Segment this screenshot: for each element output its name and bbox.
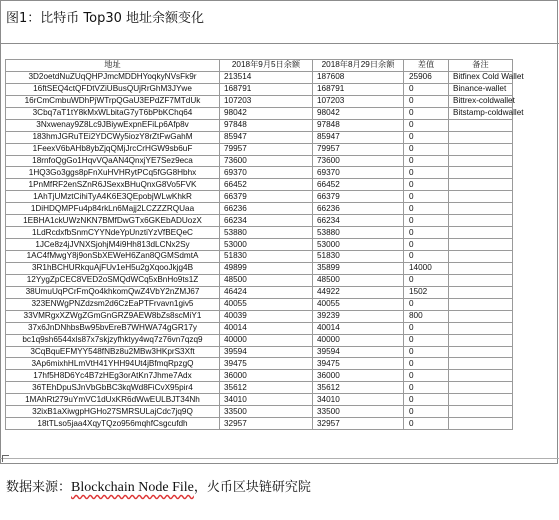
cell-address: 18tTLso5jaa4XqyTQzo956mqhfCsgcufdh [6, 418, 220, 430]
cell-balance-aug29: 35612 [313, 382, 404, 394]
table-row [6, 143, 513, 155]
cell-balance-aug29: 168791 [313, 83, 404, 95]
cell-difference: 0 [404, 322, 449, 334]
cell-address: 16rCmCmbuWDhPjWTrpQGaU3EPdZF7MTdUk [6, 95, 220, 107]
cell-balance-sep5: 46424 [220, 286, 313, 298]
header-address: 地址 [6, 60, 220, 72]
cell-balance-aug29: 98042 [313, 107, 404, 119]
cell-balance-sep5: 213514 [220, 71, 313, 83]
cell-balance-aug29: 79957 [313, 143, 404, 155]
table-row [6, 298, 513, 310]
cell-address: 37x6JnDNhbsBw95bvEreB7WHWA74gGR17y [6, 322, 220, 334]
cell-address: 18rnfoQgGo1HqvVQaAN4QnxjYE7Sez9eca [6, 155, 220, 167]
cell-note [449, 310, 513, 322]
cell-difference: 0 [404, 251, 449, 263]
cell-difference: 0 [404, 155, 449, 167]
cell-balance-sep5: 33500 [220, 406, 313, 418]
cell-balance-aug29: 97848 [313, 119, 404, 131]
cell-balance-aug29: 39594 [313, 346, 404, 358]
table-row [6, 346, 513, 358]
cell-address: 183hmJGRuTEi2YDCWy5iozY8rZtFwGahM [6, 131, 220, 143]
cell-difference: 0 [404, 239, 449, 251]
cell-difference: 0 [404, 358, 449, 370]
cell-note [449, 370, 513, 382]
cell-difference: 0 [404, 334, 449, 346]
cell-balance-sep5: 85947 [220, 131, 313, 143]
cell-note [449, 394, 513, 406]
table-row [6, 310, 513, 322]
table-row [6, 239, 513, 251]
cell-difference: 0 [404, 179, 449, 191]
bottom-divider [0, 458, 559, 459]
cell-balance-sep5: 48500 [220, 274, 313, 286]
cell-note [449, 358, 513, 370]
header-note: 备注 [449, 60, 513, 72]
cell-difference: 0 [404, 227, 449, 239]
cell-address: 1HQ3Go3ggs8pFnXuHVHRytPCq5fGG8Hbhx [6, 167, 220, 179]
table-row [6, 191, 513, 203]
cell-address: 3CqBquEFMYY548fNBz8u2MBw3HKprS3Xft [6, 346, 220, 358]
cell-note [449, 251, 513, 263]
table-row [6, 262, 513, 274]
cell-balance-sep5: 66236 [220, 203, 313, 215]
cell-difference: 0 [404, 406, 449, 418]
cell-note [449, 191, 513, 203]
source-suffix: ，火币区块链研究院 [193, 480, 311, 495]
cell-difference: 0 [404, 191, 449, 203]
cell-difference: 0 [404, 167, 449, 179]
cell-balance-sep5: 34010 [220, 394, 313, 406]
table-row [6, 227, 513, 239]
cell-difference: 0 [404, 215, 449, 227]
cell-address: 323ENWgPNZdzsm2d6CzEaPTFrvavn1giv5 [6, 298, 220, 310]
cell-balance-sep5: 40055 [220, 298, 313, 310]
cell-address: 17hf5H8D6Yc4B7zHEg3orAtKn7Jhme7Adx [6, 370, 220, 382]
cell-address: 12YygZpCEC8VED2oSMQdWCq5xBnHo9ts1Z [6, 274, 220, 286]
cell-note: Binance-wallet [449, 83, 513, 95]
cell-balance-sep5: 40000 [220, 334, 313, 346]
cell-note [449, 215, 513, 227]
table-row [6, 382, 513, 394]
cell-difference: 0 [404, 274, 449, 286]
cell-note [449, 227, 513, 239]
cell-note [449, 167, 513, 179]
cell-note [449, 131, 513, 143]
cell-balance-aug29: 66234 [313, 215, 404, 227]
cell-balance-sep5: 73600 [220, 155, 313, 167]
source-name: Blockchain Node File [71, 480, 194, 495]
cell-address: 36TEhDpuSJnVbGbBC3kqWd8FiCvX95pir4 [6, 382, 220, 394]
cell-difference: 14000 [404, 262, 449, 274]
cell-address: 3Nxwenay9Z8Lc9JBiywExpnEFiLp6Afp8v [6, 119, 220, 131]
cell-balance-sep5: 97848 [220, 119, 313, 131]
cell-balance-sep5: 36000 [220, 370, 313, 382]
cell-address: 32ixB1aXiwgpHGHo27SMRSULajCdc7jq9Q [6, 406, 220, 418]
cell-balance-aug29: 39475 [313, 358, 404, 370]
cell-balance-aug29: 73600 [313, 155, 404, 167]
cell-balance-sep5: 98042 [220, 107, 313, 119]
cell-balance-sep5: 49899 [220, 262, 313, 274]
table-row [6, 107, 513, 119]
cell-note [449, 406, 513, 418]
header-balance-sep5: 2018年9月5日余额 [220, 60, 313, 72]
cell-balance-aug29: 187608 [313, 71, 404, 83]
cell-difference: 0 [404, 382, 449, 394]
cell-balance-aug29: 36000 [313, 370, 404, 382]
cell-note [449, 262, 513, 274]
cell-note [449, 203, 513, 215]
cell-note [449, 274, 513, 286]
cell-difference: 0 [404, 143, 449, 155]
cell-balance-aug29: 66379 [313, 191, 404, 203]
table-row [6, 251, 513, 263]
source-caption [6, 479, 311, 497]
table-row [6, 119, 513, 131]
cell-note [449, 286, 513, 298]
cell-balance-sep5: 35612 [220, 382, 313, 394]
cell-balance-aug29: 107203 [313, 95, 404, 107]
cell-balance-sep5: 66379 [220, 191, 313, 203]
table-row [6, 322, 513, 334]
cell-address: 1PnMfRF2enSZnR6JSexxBHuQnxG8Vo5FVK [6, 179, 220, 191]
cell-note [449, 418, 513, 430]
cell-difference: 0 [404, 119, 449, 131]
header-difference: 差值 [404, 60, 449, 72]
table-row [6, 274, 513, 286]
cell-difference: 0 [404, 203, 449, 215]
cell-balance-aug29: 40000 [313, 334, 404, 346]
cell-balance-aug29: 66452 [313, 179, 404, 191]
cell-difference: 0 [404, 107, 449, 119]
table-row [6, 394, 513, 406]
table-row [6, 131, 513, 143]
cell-address: 3D2oetdNuZUqQHPJmcMDDHYoqkyNVsFk9r [6, 71, 220, 83]
table-row [6, 95, 513, 107]
cell-address: bc1q9sh6544xls87x7skjzyfhktyy4wq7z76vn7qzq9 [6, 334, 220, 346]
cell-balance-aug29: 40055 [313, 298, 404, 310]
cell-balance-sep5: 107203 [220, 95, 313, 107]
table-row [6, 203, 513, 215]
cell-balance-sep5: 53000 [220, 239, 313, 251]
cell-difference: 0 [404, 298, 449, 310]
header-balance-aug29: 2018年8月29日余额 [313, 60, 404, 72]
table-row [6, 155, 513, 167]
cell-note: Bittrex-coldwallet [449, 95, 513, 107]
cell-balance-aug29: 33500 [313, 406, 404, 418]
table-row [6, 370, 513, 382]
cell-note: Bitfinex Cold Wallet [449, 71, 513, 83]
cell-balance-sep5: 51830 [220, 251, 313, 263]
cell-address: 1JCe8z4jJVNXSjohjM4i9Hh813dLCNx2Sy [6, 239, 220, 251]
cell-difference: 0 [404, 394, 449, 406]
figure-title: 图1：比特币 Top30 地址余额变化 [6, 11, 205, 26]
cell-note: Bitstamp-coldwallet [449, 107, 513, 119]
cell-balance-aug29: 69370 [313, 167, 404, 179]
cell-balance-aug29: 85947 [313, 131, 404, 143]
cell-address: 1MAhRt279uYmVC1dUxKR6dWwEULBJT34Nh [6, 394, 220, 406]
cell-note [449, 119, 513, 131]
cell-balance-aug29: 34010 [313, 394, 404, 406]
table-row [6, 71, 513, 83]
cell-difference: 800 [404, 310, 449, 322]
cell-address: 38UmuUqPCrFmQo4khkomQwZ4VbY2nZMJ67 [6, 286, 220, 298]
cell-note [449, 179, 513, 191]
cell-note [449, 143, 513, 155]
cell-address: 1AC4fMwgY8j9onSbXEWeH6Zan8QGMSdmtA [6, 251, 220, 263]
cell-difference: 0 [404, 131, 449, 143]
cell-difference: 0 [404, 95, 449, 107]
cell-balance-sep5: 32957 [220, 418, 313, 430]
table-row [6, 167, 513, 179]
table-row [6, 286, 513, 298]
corner-mark [2, 455, 9, 462]
cell-difference: 0 [404, 346, 449, 358]
cell-note [449, 239, 513, 251]
table-row [6, 406, 513, 418]
cell-balance-aug29: 39239 [313, 310, 404, 322]
cell-address: 3Cbq7aT1tY8kMxWLbitaG7yT6bPbKChq64 [6, 107, 220, 119]
cell-address: 1DiHDQMPFu4p84rkLn6Majj2LCZZZRQUaa [6, 203, 220, 215]
cell-balance-sep5: 79957 [220, 143, 313, 155]
cell-note [449, 298, 513, 310]
cell-address: 1LdRcdxfbSnmCYYNdeYpUnztiYzVfBEQeC [6, 227, 220, 239]
cell-balance-sep5: 39594 [220, 346, 313, 358]
cell-balance-sep5: 53880 [220, 227, 313, 239]
table-row [6, 418, 513, 430]
source-prefix: 数据来源： [6, 480, 72, 495]
cell-balance-aug29: 35899 [313, 262, 404, 274]
cell-address: 3R1hBCHURkquAjFUv1eH5u2gXqooJkjg4B [6, 262, 220, 274]
cell-note [449, 322, 513, 334]
table-row [6, 358, 513, 370]
cell-difference: 25906 [404, 71, 449, 83]
table-row [6, 83, 513, 95]
cell-balance-sep5: 66234 [220, 215, 313, 227]
table-body [6, 71, 524, 429]
table-row [6, 179, 513, 191]
cell-difference: 0 [404, 418, 449, 430]
cell-balance-aug29: 48500 [313, 274, 404, 286]
cell-balance-aug29: 32957 [313, 418, 404, 430]
cell-difference: 0 [404, 83, 449, 95]
cell-balance-aug29: 53880 [313, 227, 404, 239]
cell-balance-sep5: 69370 [220, 167, 313, 179]
cell-address: 16ftSEQ4ctQFDtVZiUBusQUjRrGhM3JYwe [6, 83, 220, 95]
cell-address: 33VMRgxXZWgZGmGnGRZ9AEW8bZs8scMiY1 [6, 310, 220, 322]
cell-address: 1FeexV6bAHb8ybZjqQMjJrcCrHGW9sb6uF [6, 143, 220, 155]
cell-note [449, 334, 513, 346]
cell-difference: 1502 [404, 286, 449, 298]
cell-balance-sep5: 66452 [220, 179, 313, 191]
table-header-row [6, 60, 513, 72]
cell-balance-sep5: 40039 [220, 310, 313, 322]
title-divider [0, 43, 559, 44]
cell-balance-sep5: 39475 [220, 358, 313, 370]
cell-difference: 0 [404, 370, 449, 382]
cell-balance-aug29: 44922 [313, 286, 404, 298]
cell-address: 1EBHA1ckUWzNKN7BMfDwGTx6GKEbADUozX [6, 215, 220, 227]
cell-balance-sep5: 40014 [220, 322, 313, 334]
cell-address: 1AhTjUMztCihiTyA4K6E3QEpobjWLwKhkR [6, 191, 220, 203]
balance-table [5, 59, 524, 430]
cell-note [449, 155, 513, 167]
cell-balance-aug29: 40014 [313, 322, 404, 334]
cell-address: 3Ap6mixhHLmVtH41YHH94Ut4jBfmqRpzgQ [6, 358, 220, 370]
cell-balance-aug29: 51830 [313, 251, 404, 263]
cell-note [449, 382, 513, 394]
cell-balance-aug29: 53000 [313, 239, 404, 251]
cell-note [449, 346, 513, 358]
cell-balance-aug29: 66236 [313, 203, 404, 215]
table-row [6, 215, 513, 227]
table-row [6, 334, 513, 346]
cell-balance-sep5: 168791 [220, 83, 313, 95]
